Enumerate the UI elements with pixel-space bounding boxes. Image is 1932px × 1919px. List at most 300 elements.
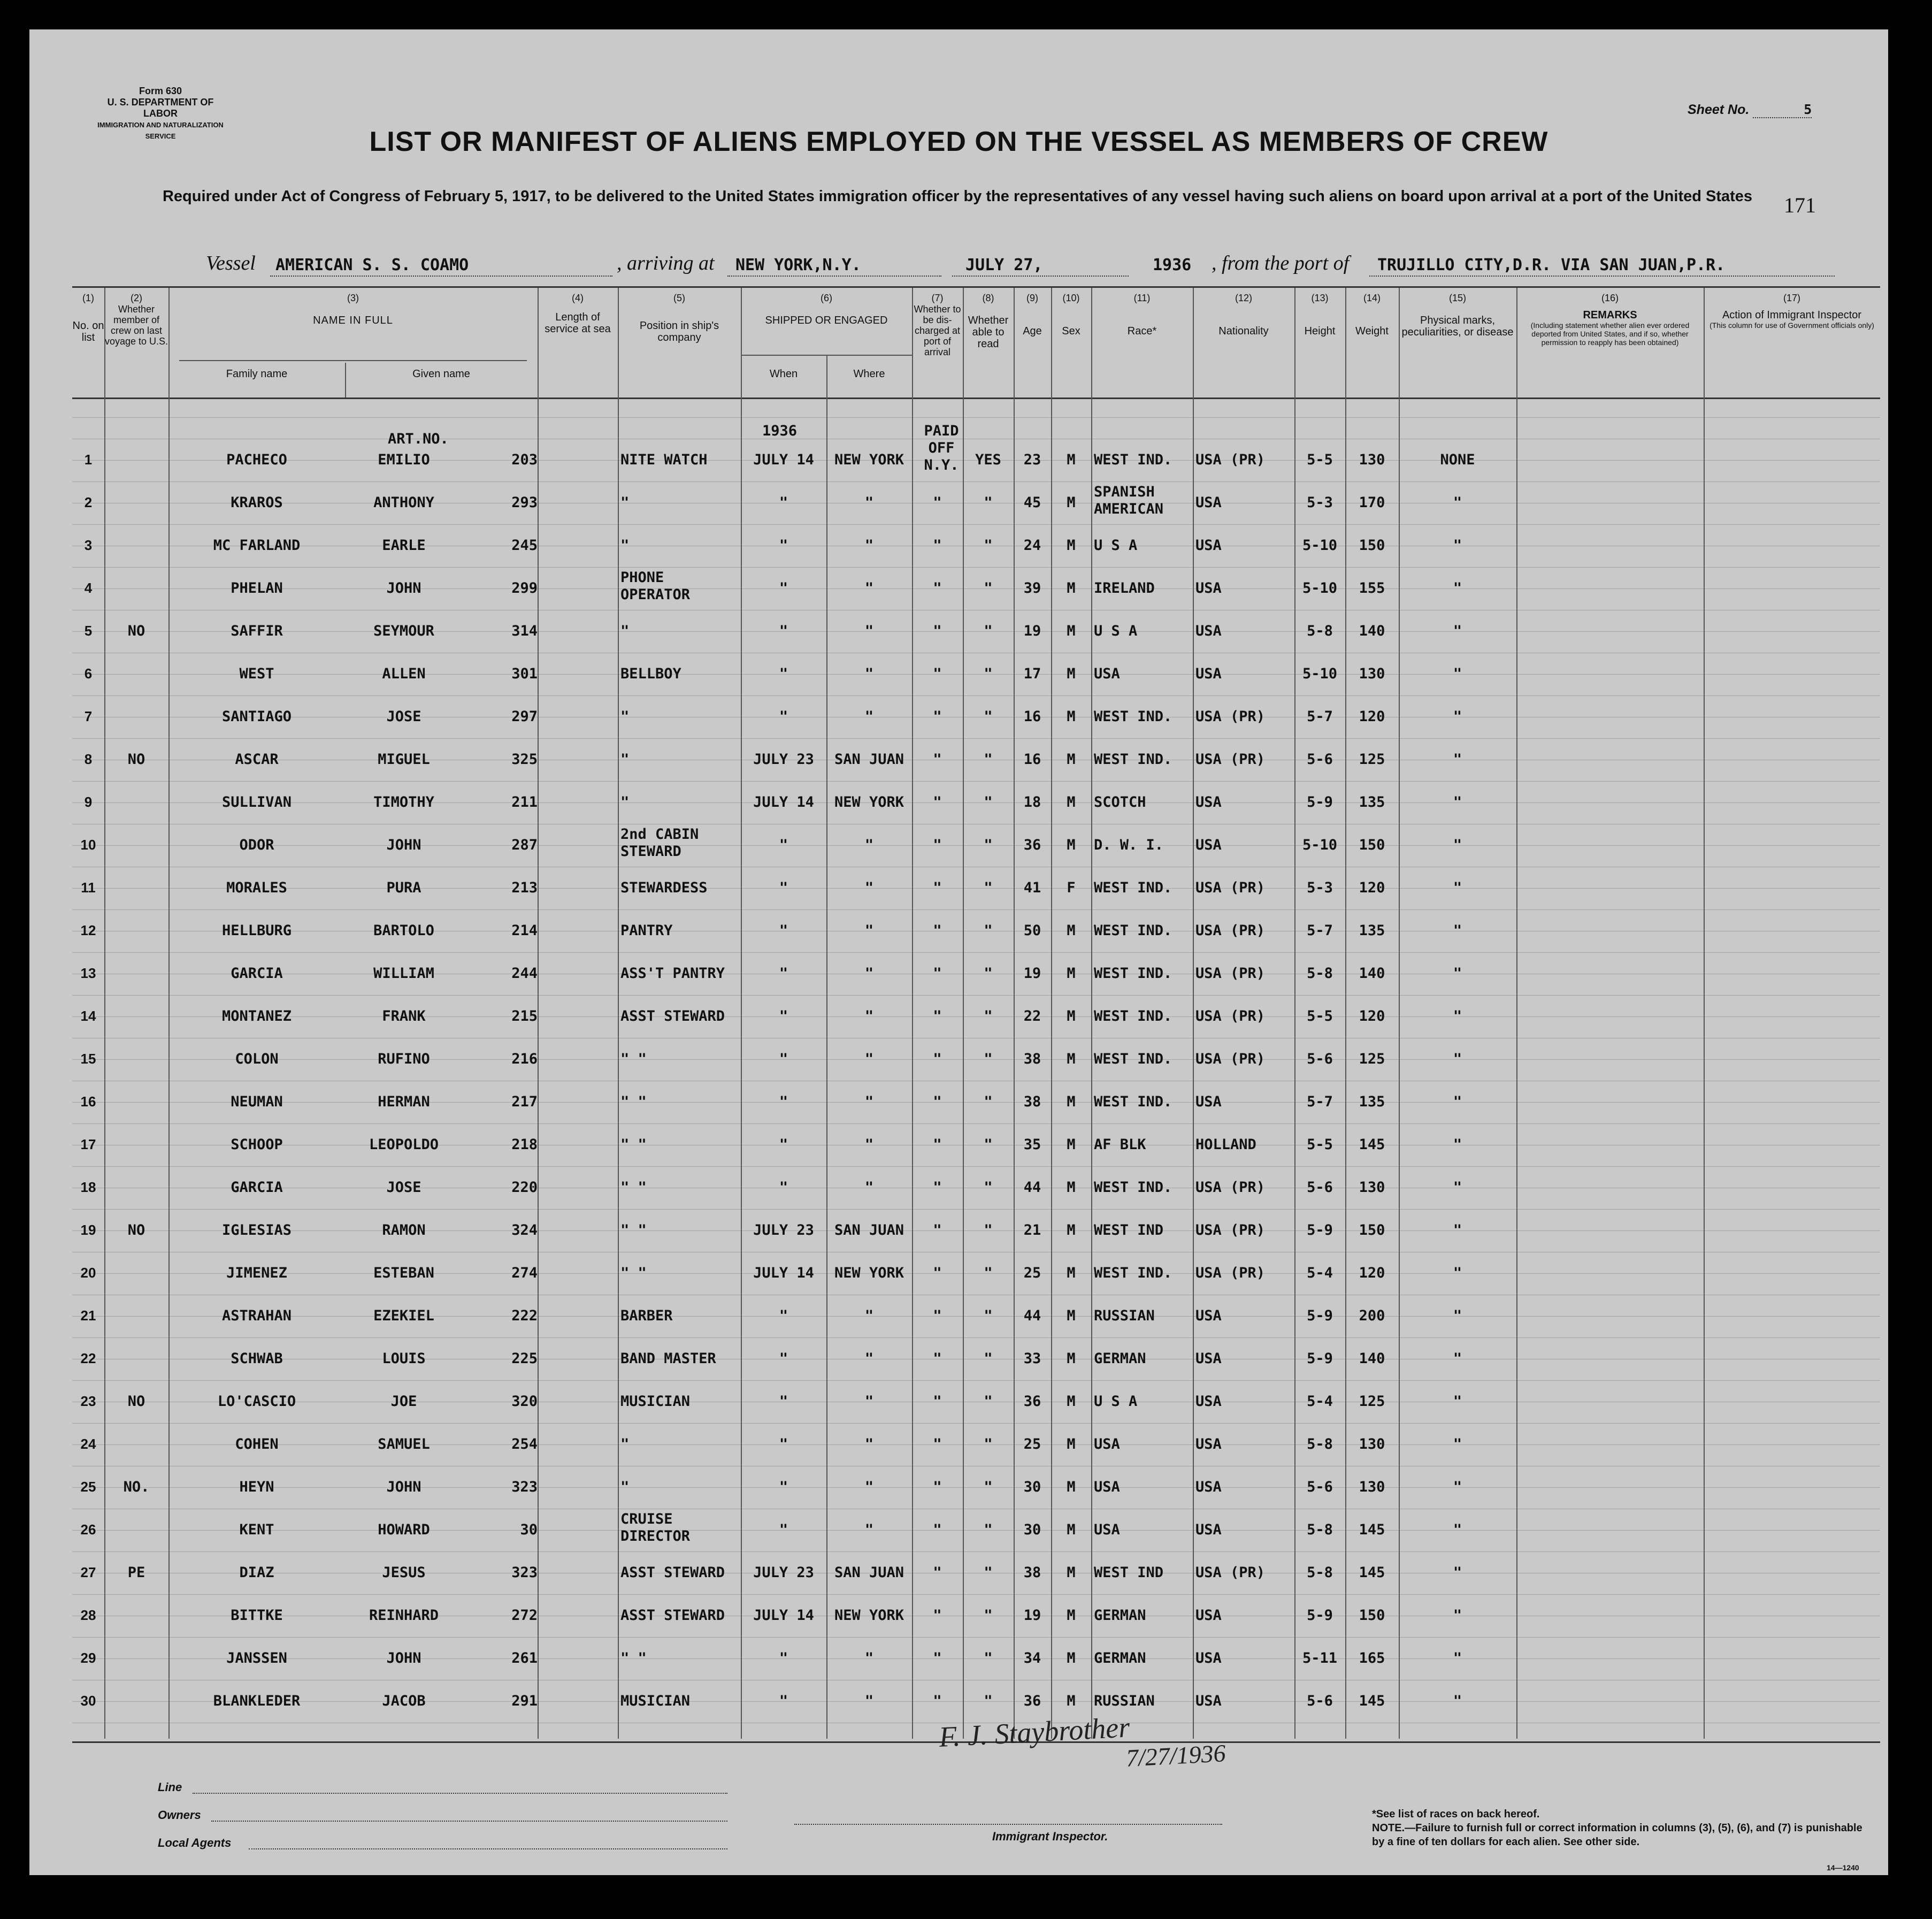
discharged-cell: " — [933, 1350, 942, 1367]
height-cell: 5-6 — [1307, 751, 1333, 768]
shipped-when-cell: " — [779, 1179, 788, 1196]
shipped-when-cell: " — [779, 1051, 788, 1067]
table-row — [72, 915, 1880, 958]
table-row — [72, 1557, 1880, 1600]
row-number-cell: 12 — [80, 922, 96, 938]
height-cell: 5-3 — [1307, 880, 1333, 896]
position-cell: " — [620, 623, 630, 639]
given-name-cell: FRANK — [382, 1008, 426, 1025]
last-voyage-cell: NO — [127, 1393, 145, 1410]
given-name-cell: REINHARD — [369, 1607, 439, 1624]
nationality-cell: USA — [1195, 794, 1222, 811]
art-number-cell: 217 — [511, 1094, 538, 1110]
given-name-cell: BARTOLO — [373, 922, 434, 939]
nationality-cell: USA — [1195, 1607, 1222, 1624]
race-cell: GERMAN — [1094, 1650, 1146, 1666]
able-to-read-cell: YES — [975, 452, 1001, 468]
discharged-cell: " — [933, 1136, 942, 1153]
discharged-cell: " — [933, 1393, 942, 1410]
family-name-cell: NEUMAN — [231, 1094, 283, 1110]
position-cell: BELLBOY — [620, 666, 681, 682]
row-number-cell: 28 — [80, 1607, 96, 1623]
shipped-when-cell: " — [779, 1136, 788, 1153]
row-number-cell: 10 — [80, 837, 96, 853]
arrival-year: 1936 — [1153, 256, 1192, 274]
nationality-cell: USA (PR) — [1195, 1051, 1266, 1067]
shipped-when-cell: " — [779, 666, 788, 682]
age-cell: 25 — [1023, 1265, 1041, 1281]
discharged-cell: " — [933, 1607, 942, 1624]
art-number-cell: 287 — [511, 837, 538, 853]
able-to-read-cell: " — [984, 1350, 993, 1367]
shipped-where-cell: " — [864, 1094, 874, 1110]
able-to-read-cell: " — [984, 1436, 993, 1452]
physical-marks-cell: " — [1453, 1436, 1462, 1452]
vessel-line — [206, 251, 1837, 278]
age-cell: 38 — [1023, 1051, 1041, 1067]
discharged-cell: " — [933, 880, 942, 896]
able-to-read-cell: " — [984, 1393, 993, 1410]
sex-cell: M — [1067, 922, 1076, 939]
sex-cell: M — [1067, 1265, 1076, 1281]
height-cell: 5-6 — [1307, 1051, 1333, 1067]
art-number-cell: 325 — [511, 751, 538, 768]
nationality-cell: USA — [1195, 1350, 1222, 1367]
header-nationality: (12) Nationality — [1193, 288, 1295, 397]
position-cell: " — [620, 794, 630, 811]
shipped-when-cell: JULY 14 — [753, 1607, 814, 1624]
table-row — [72, 484, 1880, 530]
row-number-cell: 16 — [80, 1094, 96, 1110]
position-cell: ASST STEWARD — [620, 1008, 725, 1025]
age-cell: 17 — [1023, 666, 1041, 682]
physical-marks-cell: " — [1453, 1607, 1462, 1624]
able-to-read-cell: " — [984, 1308, 993, 1324]
weight-cell: 135 — [1359, 794, 1385, 811]
shipped-when-cell: " — [779, 537, 788, 554]
race-cell: WEST IND. — [1094, 751, 1172, 768]
physical-marks-cell: " — [1453, 1564, 1462, 1581]
family-name-cell: MC FARLAND — [213, 537, 301, 554]
sex-cell: M — [1067, 1693, 1076, 1709]
given-name-cell: ALLEN — [382, 666, 426, 682]
shipped-when-cell: " — [779, 1350, 788, 1367]
position-cell: STEWARDESS — [620, 880, 708, 896]
weight-cell: 140 — [1359, 965, 1385, 982]
physical-marks-cell: NONE — [1440, 452, 1475, 468]
shipped-where-cell: SAN JUAN — [834, 1564, 904, 1581]
able-to-read-cell: " — [984, 1479, 993, 1495]
nationality-cell: USA — [1195, 537, 1222, 554]
weight-cell: 140 — [1359, 1350, 1385, 1367]
table-row — [72, 744, 1880, 786]
position-cell: BARBER — [620, 1308, 673, 1324]
form-number: Form 630 — [139, 86, 182, 96]
height-cell: 5-9 — [1307, 1607, 1333, 1624]
art-number-cell: 203 — [511, 452, 538, 468]
weight-cell: 120 — [1359, 708, 1385, 725]
row-number-cell: 6 — [84, 666, 93, 682]
art-number-cell: 220 — [511, 1179, 538, 1196]
able-to-read-cell: " — [984, 1136, 993, 1153]
shipped-where-cell: " — [864, 623, 874, 639]
art-number-cell: 261 — [511, 1650, 538, 1666]
shipped-where-cell: " — [864, 1393, 874, 1410]
family-name-cell: PACHECO — [226, 452, 287, 468]
table-row — [72, 444, 1880, 487]
height-cell: 5-9 — [1307, 1308, 1333, 1324]
table-row — [72, 1511, 1880, 1557]
family-name-cell: GARCIA — [231, 1179, 283, 1196]
given-name-cell: JESUS — [382, 1564, 426, 1581]
age-cell: 36 — [1023, 1693, 1041, 1709]
height-cell: 5-6 — [1307, 1179, 1333, 1196]
position-cell: " — [620, 494, 630, 511]
header-physical-marks: (15) Physical marks, peculiarities, or disease — [1399, 288, 1517, 397]
nationality-cell: USA — [1195, 666, 1222, 682]
position-cell: ASST STEWARD — [620, 1564, 725, 1581]
nationality-cell: USA (PR) — [1195, 1564, 1266, 1581]
race-cell: U S A — [1094, 623, 1138, 639]
header-remarks: (16) REMARKS (Including statement whether alien ever ordered deported from United States, and if so, whether permission to reapply has been obtained) — [1516, 288, 1705, 397]
nationality-cell: USA (PR) — [1195, 708, 1266, 725]
race-cell: IRELAND — [1094, 580, 1155, 597]
age-cell: 36 — [1023, 837, 1041, 853]
art-number-cell: 323 — [511, 1479, 538, 1495]
family-name-cell: WEST — [239, 666, 274, 682]
race-cell: WEST IND. — [1094, 922, 1172, 939]
race-cell: SPANISH AMERICAN — [1094, 484, 1164, 517]
able-to-read-cell: " — [984, 623, 993, 639]
height-cell: 5-3 — [1307, 494, 1333, 511]
race-cell: WEST IND. — [1094, 708, 1172, 725]
row-number-cell: 26 — [80, 1522, 96, 1538]
nationality-cell: USA — [1195, 623, 1222, 639]
height-cell: 5-5 — [1307, 452, 1333, 468]
row-number-cell: 24 — [80, 1436, 96, 1452]
row-number-cell: 22 — [80, 1350, 96, 1366]
shipped-where-cell: " — [864, 666, 874, 682]
race-cell: WEST IND. — [1094, 965, 1172, 982]
shipped-when-cell: " — [779, 1650, 788, 1666]
discharged-cell: " — [933, 751, 942, 768]
physical-marks-cell: " — [1453, 708, 1462, 725]
sex-cell: M — [1067, 452, 1076, 468]
discharged-cell: " — [933, 1179, 942, 1196]
table-row — [72, 1642, 1880, 1685]
shipped-when-cell: JULY 23 — [753, 751, 814, 768]
table-row — [72, 1600, 1880, 1642]
discharged-cell: " — [933, 1008, 942, 1025]
discharged-cell: " — [933, 1693, 942, 1709]
height-cell: 5-8 — [1307, 1436, 1333, 1452]
weight-cell: 150 — [1359, 537, 1385, 554]
position-cell: " " — [620, 1650, 647, 1666]
art-number-cell: 323 — [511, 1564, 538, 1581]
shipped-where-cell: " — [864, 880, 874, 896]
given-name-cell: LOUIS — [382, 1350, 426, 1367]
weight-cell: 150 — [1359, 1222, 1385, 1238]
header-service: (4) Length of service at sea — [538, 288, 619, 397]
shipped-when-cell: JULY 14 — [753, 794, 814, 811]
header-given-name: Given name — [412, 368, 470, 380]
family-name-cell: ASTRAHAN — [221, 1308, 292, 1324]
given-name-cell: JOHN — [386, 1479, 421, 1495]
page-number: 171 — [1784, 193, 1816, 217]
age-cell: 35 — [1023, 1136, 1041, 1153]
given-name-cell: TIMOTHY — [373, 794, 434, 811]
given-name-cell: EMILIO — [378, 452, 430, 468]
discharged-cell: " — [933, 708, 942, 725]
sex-cell: M — [1067, 1607, 1076, 1624]
shipped-when-cell: " — [779, 1479, 788, 1495]
header-position: (5) Position in ship's company — [618, 288, 742, 397]
sex-cell: M — [1067, 1350, 1076, 1367]
able-to-read-cell: " — [984, 580, 993, 597]
age-cell: 30 — [1023, 1479, 1041, 1495]
art-no-annotation: ART.NO. — [388, 431, 449, 447]
age-cell: 50 — [1023, 922, 1041, 939]
shipped-when-cell: " — [779, 1308, 788, 1324]
table-header — [72, 286, 1880, 399]
given-name-cell: LEOPOLDO — [369, 1136, 439, 1153]
physical-marks-cell: " — [1453, 922, 1462, 939]
nationality-cell: USA — [1195, 1522, 1222, 1538]
shipped-where-cell: " — [864, 1136, 874, 1153]
service-name: IMMIGRATION AND NATURALIZATION SERVICE — [97, 121, 224, 140]
position-cell: NITE WATCH — [620, 452, 708, 468]
discharged-cell: " — [933, 837, 942, 853]
table-row — [72, 872, 1880, 915]
physical-marks-cell: " — [1453, 580, 1462, 597]
able-to-read-cell: " — [984, 1222, 993, 1238]
given-name-cell: JOSE — [386, 708, 421, 725]
age-cell: 41 — [1023, 880, 1041, 896]
row-number-cell: 17 — [80, 1136, 96, 1152]
family-name-cell: ASCAR — [235, 751, 279, 768]
header-name: (3) NAME IN FULL — [168, 288, 539, 397]
sex-cell: M — [1067, 965, 1076, 982]
row-number-cell: 29 — [80, 1650, 96, 1666]
sheet-number-value: 5 — [1753, 102, 1812, 118]
shipped-when-cell: JULY 14 — [753, 1265, 814, 1281]
row-number-cell: 25 — [80, 1479, 96, 1495]
position-cell: " — [620, 537, 630, 554]
age-cell: 33 — [1023, 1350, 1041, 1367]
physical-marks-cell: " — [1453, 1693, 1462, 1709]
age-cell: 19 — [1023, 1607, 1041, 1624]
sex-cell: M — [1067, 1650, 1076, 1666]
sex-cell: M — [1067, 1564, 1076, 1581]
row-number-cell: 1 — [84, 452, 93, 468]
race-cell: WEST IND. — [1094, 1265, 1172, 1281]
family-name-cell: BITTKE — [231, 1607, 283, 1624]
age-cell: 30 — [1023, 1522, 1041, 1538]
discharged-cell: " — [933, 1522, 942, 1538]
given-name-cell: WILLIAM — [373, 965, 434, 982]
physical-marks-cell: " — [1453, 1350, 1462, 1367]
race-cell: GERMAN — [1094, 1350, 1146, 1367]
family-name-cell: HELLBURG — [221, 922, 292, 939]
last-voyage-cell: NO — [127, 1222, 145, 1238]
vessel-label: Vessel — [206, 252, 256, 274]
sex-cell: M — [1067, 1308, 1076, 1324]
discharged-cell: " — [933, 537, 942, 554]
physical-marks-cell: " — [1453, 1479, 1462, 1495]
family-name-cell: JANSSEN — [226, 1650, 287, 1666]
age-cell: 38 — [1023, 1564, 1041, 1581]
weight-cell: 120 — [1359, 1008, 1385, 1025]
table-row — [72, 1257, 1880, 1300]
height-cell: 5-5 — [1307, 1008, 1333, 1025]
table-row — [72, 701, 1880, 744]
art-number-cell: 213 — [511, 880, 538, 896]
document-title: LIST OR MANIFEST OF ALIENS EMPLOYED ON THE VESSEL AS MEMBERS OF CREW — [369, 126, 1548, 157]
sex-cell: M — [1067, 708, 1076, 725]
nationality-cell: USA — [1195, 837, 1222, 853]
last-voyage-cell: PE — [127, 1564, 145, 1581]
physical-marks-cell: " — [1453, 1650, 1462, 1666]
art-number-cell: 245 — [511, 537, 538, 554]
shipped-when-cell: " — [779, 494, 788, 511]
sex-cell: M — [1067, 1479, 1076, 1495]
table-row — [72, 1343, 1880, 1386]
line-label: Line — [158, 1780, 182, 1794]
family-name-cell: HEYN — [239, 1479, 274, 1495]
family-name-cell: SCHOOP — [231, 1136, 283, 1153]
race-cell: WEST IND — [1094, 1564, 1164, 1581]
race-cell: WEST IND. — [1094, 1179, 1172, 1196]
nationality-cell: USA — [1195, 1436, 1222, 1452]
art-number-cell: 274 — [511, 1265, 538, 1281]
owners-label: Owners — [158, 1808, 201, 1822]
nationality-cell: USA (PR) — [1195, 1008, 1266, 1025]
weight-cell: 135 — [1359, 1094, 1385, 1110]
sex-cell: M — [1067, 1136, 1076, 1153]
table-row — [72, 826, 1880, 872]
weight-cell: 135 — [1359, 922, 1385, 939]
shipped-where-cell: " — [864, 837, 874, 853]
position-cell: " — [620, 1479, 630, 1495]
sex-cell: M — [1067, 837, 1076, 853]
given-name-cell: JOHN — [386, 837, 421, 853]
physical-marks-cell: " — [1453, 1094, 1462, 1110]
position-cell: ASS'T PANTRY — [620, 965, 725, 982]
able-to-read-cell: " — [984, 880, 993, 896]
family-name-cell: SAFFIR — [231, 623, 283, 639]
header-no: (1) No. on list — [72, 288, 105, 397]
header-sex: (10) Sex — [1051, 288, 1092, 397]
height-cell: 5-8 — [1307, 965, 1333, 982]
race-cell: GERMAN — [1094, 1607, 1146, 1624]
shipped-when-cell: " — [779, 580, 788, 597]
weight-cell: 125 — [1359, 751, 1385, 768]
sex-cell: M — [1067, 1436, 1076, 1452]
row-number-cell: 7 — [84, 708, 93, 724]
given-name-cell: ESTEBAN — [373, 1265, 434, 1281]
table-row — [72, 615, 1880, 658]
year-annotation: 1936 — [762, 423, 798, 439]
shipped-when-cell: " — [779, 965, 788, 982]
sex-cell: M — [1067, 537, 1076, 554]
nationality-cell: USA — [1195, 1650, 1222, 1666]
discharged-cell: " — [933, 1650, 942, 1666]
table-row — [72, 786, 1880, 829]
last-voyage-cell: NO — [127, 623, 145, 639]
family-name-cell: SULLIVAN — [221, 794, 292, 811]
shipped-where-cell: " — [864, 1008, 874, 1025]
row-number-cell: 14 — [80, 1008, 96, 1024]
shipped-when-cell: " — [779, 837, 788, 853]
art-number-cell: 324 — [511, 1222, 538, 1238]
family-name-cell: DIAZ — [239, 1564, 274, 1581]
nationality-cell: USA (PR) — [1195, 1179, 1266, 1196]
sheet-number — [1688, 102, 1869, 118]
height-cell: 5-9 — [1307, 1350, 1333, 1367]
given-name-cell: JOSE — [386, 1179, 421, 1196]
physical-marks-cell: " — [1453, 965, 1462, 982]
able-to-read-cell: " — [984, 708, 993, 725]
table-row — [72, 1214, 1880, 1257]
physical-marks-cell: " — [1453, 623, 1462, 639]
family-name-cell: MONTANEZ — [221, 1008, 292, 1025]
nationality-cell: USA — [1195, 1308, 1222, 1324]
physical-marks-cell: " — [1453, 1308, 1462, 1324]
manifest-sheet — [29, 29, 1888, 1875]
race-cell: USA — [1094, 1522, 1120, 1538]
table-row — [72, 1386, 1880, 1428]
given-name-cell: HERMAN — [378, 1094, 430, 1110]
height-cell: 5-5 — [1307, 1136, 1333, 1153]
paid-off-annotation: PAID OFF N.Y. — [924, 423, 959, 473]
discharged-cell: " — [933, 1265, 942, 1281]
header-race: (11) Race* — [1091, 288, 1194, 397]
position-cell: " " — [620, 1179, 647, 1196]
nationality-cell: USA — [1195, 1094, 1222, 1110]
vessel-name: AMERICAN S. S. COAMO — [275, 256, 469, 274]
table-row — [72, 1043, 1880, 1086]
nationality-cell: HOLLAND — [1195, 1136, 1256, 1153]
age-cell: 21 — [1023, 1222, 1041, 1238]
race-cell: U S A — [1094, 537, 1138, 554]
local-agents-label: Local Agents — [158, 1836, 232, 1849]
race-note: *See list of races on back hereof. — [1372, 1808, 1540, 1820]
table-row — [72, 530, 1880, 572]
physical-marks-cell: " — [1453, 494, 1462, 511]
position-cell: " " — [620, 1094, 647, 1110]
row-number-cell: 3 — [84, 537, 93, 553]
discharged-cell: " — [933, 623, 942, 639]
signature-date: 7/27/1936 — [1125, 1739, 1226, 1772]
race-cell: USA — [1094, 1436, 1120, 1452]
shipped-where-cell: " — [864, 1693, 874, 1709]
arrival-date: JULY 27, — [965, 256, 1043, 274]
able-to-read-cell: " — [984, 1008, 993, 1025]
nationality-cell: USA (PR) — [1195, 751, 1266, 768]
inspector-signature: F. J. Staybrother — [938, 1711, 1131, 1753]
race-cell: WEST IND. — [1094, 452, 1172, 468]
row-number-cell: 4 — [84, 580, 93, 596]
height-cell: 5-10 — [1302, 837, 1338, 853]
physical-marks-cell: " — [1453, 1265, 1462, 1281]
nationality-cell: USA (PR) — [1195, 922, 1266, 939]
given-name-cell: PURA — [386, 880, 421, 896]
given-name-cell: HOWARD — [378, 1522, 430, 1538]
weight-cell: 155 — [1359, 580, 1385, 597]
discharged-cell: " — [933, 1222, 942, 1238]
able-to-read-cell: " — [984, 922, 993, 939]
shipped-where-cell: SAN JUAN — [834, 1222, 904, 1238]
